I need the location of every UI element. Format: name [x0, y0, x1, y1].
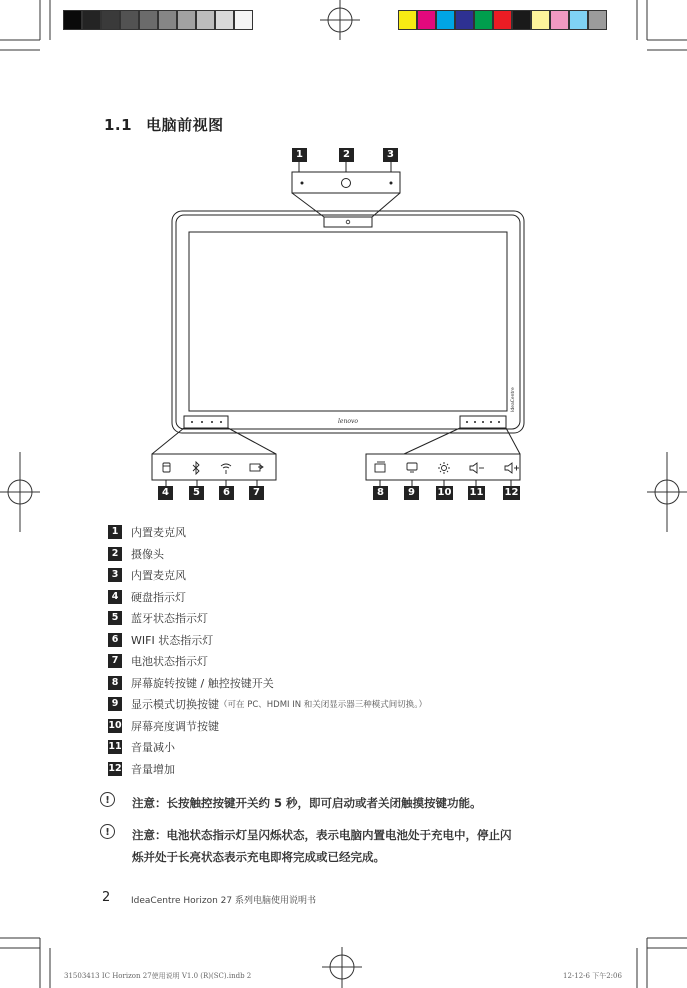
legend-number: 8 [108, 676, 122, 690]
zoom-line [404, 428, 460, 454]
callout-8: 8 [373, 486, 388, 500]
legend-text: 硬盘指示灯 [131, 590, 186, 604]
callout-9: 9 [404, 486, 419, 500]
callout-10: 10 [437, 487, 452, 498]
legend-text: 电池状态指示灯 [131, 654, 208, 668]
legend-item [108, 761, 175, 776]
legend-item [108, 567, 186, 582]
callout-2: 2 [339, 148, 354, 162]
legend-number: 5 [108, 611, 122, 625]
monitor-bezel-inner [176, 215, 520, 429]
zoom-line [372, 193, 400, 217]
legend-text: 屏幕旋转按键 / 触控按键开关 [131, 676, 274, 690]
book-title: IdeaCentre Horizon 27 系列电脑使用说明书 [131, 896, 316, 906]
legend-text: 屏幕亮度调节按键 [131, 719, 219, 733]
wifi-icon [221, 464, 231, 474]
legend-item [108, 718, 219, 733]
legend-text: WIFI 状态指示灯 [131, 633, 214, 647]
legend-item [108, 546, 164, 561]
button-zoom-box [366, 454, 520, 480]
zoom-line [152, 428, 184, 454]
legend-number: 2 [108, 547, 122, 561]
note-line: 注意：长按触控按键开关约 5 秒，即可启动或者关闭触摸按键功能。 [132, 796, 482, 810]
volume-down-icon [470, 463, 484, 473]
legend-number: 12 [108, 762, 122, 774]
monitor-screen [189, 232, 507, 411]
section-number: 1.1 [104, 116, 133, 134]
zoom-line [228, 428, 276, 454]
legend-number: 3 [108, 568, 122, 582]
button-dot [482, 421, 484, 423]
rotate-screen-icon [375, 462, 385, 472]
camera-small-icon [346, 220, 350, 224]
legend-number: 6 [108, 633, 122, 647]
legend-note: （可在 PC、HDMI IN 和关闭显示器三种模式间切换。） [219, 699, 428, 710]
side-brand-text: IdeaCentre [511, 387, 516, 412]
brand-logo: lenovo [338, 418, 358, 425]
legend-item [108, 632, 213, 647]
callout-5: 5 [189, 486, 204, 500]
indicator-dot [201, 421, 203, 423]
legend-number: 7 [108, 654, 122, 668]
button-dot [466, 421, 468, 423]
camera-housing [324, 217, 372, 227]
page-number: 2 [102, 890, 111, 905]
legend-number: 10 [108, 719, 122, 731]
camera-lens-icon [342, 179, 351, 188]
slug-file: 31503413 IC Horizon 27使用说明 V1.0 (R)(SC).indb 2 [64, 972, 252, 980]
callout-11: 11 [469, 487, 484, 498]
legend-text: 摄像头 [131, 547, 164, 561]
callout-3: 3 [383, 148, 398, 162]
legend-number: 1 [108, 525, 122, 539]
hard-disk-icon [163, 463, 170, 472]
legend-number: 11 [108, 740, 122, 752]
bluetooth-icon [193, 462, 199, 474]
legend-text: 显示模式切换按键 [131, 697, 219, 711]
note-line: 注意：电池状态指示灯呈闪烁状态，表示电脑内置电池处于充电中，停止闪 [132, 828, 512, 842]
slug-date: 12-12-6 下午2:06 [563, 972, 622, 980]
legend-number: 4 [108, 590, 122, 604]
legend-text: 音量减小 [131, 740, 175, 754]
battery-icon [250, 464, 263, 471]
button-dot [474, 421, 476, 423]
monitor-bezel-outer [172, 211, 524, 433]
legend-item [108, 696, 427, 711]
callout-6: 6 [219, 486, 234, 500]
legend-text: 内置麦克风 [131, 525, 186, 539]
callout-12: 12 [504, 487, 519, 498]
button-dot [498, 421, 500, 423]
microphone-hole-icon [301, 182, 303, 184]
button-dot [490, 421, 492, 423]
indicator-dot [220, 421, 222, 423]
warning-icon: ! [100, 792, 115, 807]
callout-4: 4 [158, 486, 173, 500]
callout-1: 1 [292, 148, 307, 162]
display-mode-icon [407, 463, 417, 472]
indicator-zoom-box [152, 454, 276, 480]
legend-item [108, 675, 274, 690]
volume-up-icon [505, 463, 519, 473]
callout-7: 7 [249, 486, 264, 500]
legend-text: 蓝牙状态指示灯 [131, 611, 208, 625]
section-title-text: 电脑前视图 [146, 116, 224, 134]
legend-number: 9 [108, 697, 122, 711]
zoom-line [292, 193, 324, 217]
legend-item [108, 524, 186, 539]
legend-item [108, 610, 208, 625]
legend-item [108, 653, 208, 668]
legend-item [108, 589, 186, 604]
note-line: 烁并处于长亮状态表示充电即将完成或已经完成。 [132, 850, 385, 864]
legend-item [108, 739, 175, 754]
indicator-dot [211, 421, 213, 423]
camera-zoom-box [292, 172, 400, 193]
legend-text: 内置麦克风 [131, 568, 186, 582]
microphone-hole-icon [390, 182, 392, 184]
indicator-dot [191, 421, 193, 423]
brightness-icon [438, 462, 450, 474]
legend-text: 音量增加 [131, 762, 175, 776]
warning-icon: ! [100, 824, 115, 839]
